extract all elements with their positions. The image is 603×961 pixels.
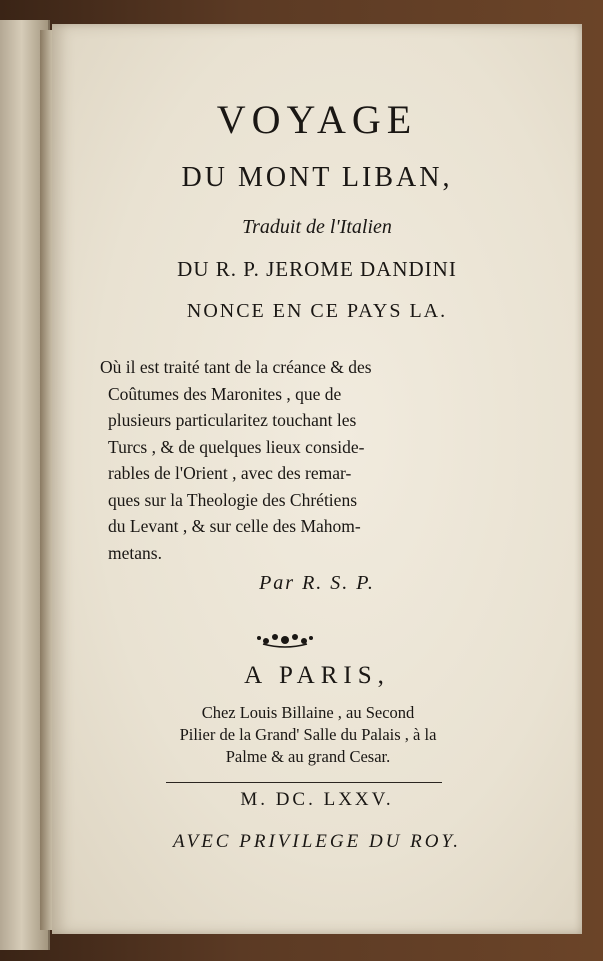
book-subtitle: DU MONT LIBAN, [181, 162, 453, 193]
publication-date: M. DC. LXXV. [240, 789, 394, 810]
publisher-block [98, 702, 518, 768]
translation-note: Traduit de l'Italien [242, 216, 392, 238]
description-line: ques sur la Theologie des Chrétiens [108, 489, 357, 510]
description-line: plusieurs particularitez touchant les [108, 410, 357, 430]
publication-city: A PARIS, [244, 662, 390, 689]
publisher-line: Palme & au grand Cesar. [225, 747, 391, 766]
description [100, 354, 508, 566]
publisher-line: Pilier de la Grand' Salle du Palais , à la [179, 725, 437, 744]
role-line: NONCE EN CE PAYS LA. [186, 300, 448, 322]
description-line: du Levant , & sur celle des Mahom- [108, 516, 361, 536]
description-line: Turcs , & de quelques lieux conside- [108, 436, 365, 457]
title-page [52, 24, 582, 934]
description-line: rables de l'Orient , avec des remar- [108, 463, 352, 483]
author-line: DU R. P. JEROME DANDINI [177, 257, 457, 281]
publisher-line: Chez Louis Billaine , au Second [201, 703, 415, 722]
divider [166, 782, 442, 783]
description-line: Coûtumes des Maronites , que de [108, 383, 342, 404]
description-line: metans. [108, 542, 162, 563]
royal-privilege: AVEC PRIVILEGE DU ROY. [172, 831, 462, 852]
by-line: Par R. S. P. [259, 572, 375, 594]
book-title: VOYAGE [216, 97, 418, 142]
fleuron-ornament-icon [255, 630, 315, 650]
description-line: Où il est traité tant de la créance & des [100, 357, 372, 377]
